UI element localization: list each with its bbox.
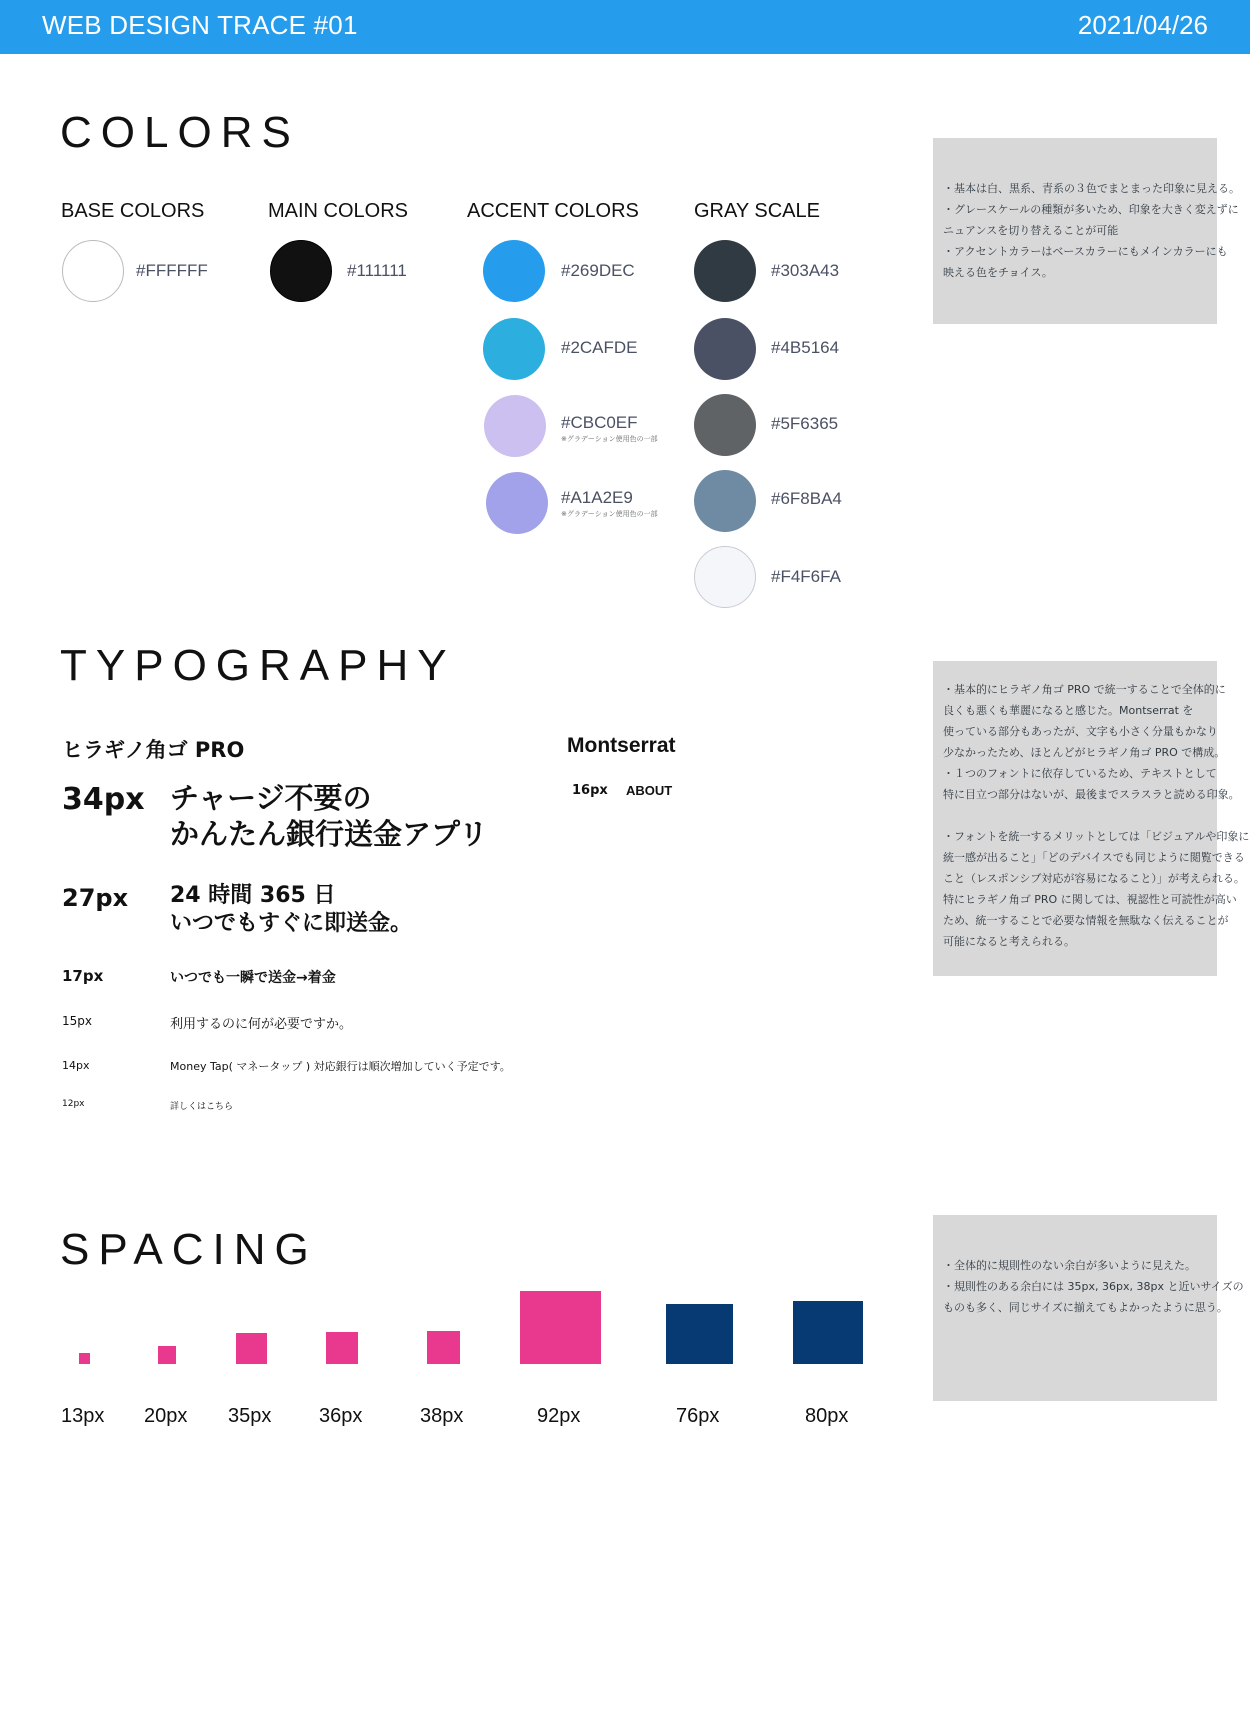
sample-34-line-2: かんたん銀行送金アプリ: [170, 817, 488, 851]
typography-heading: TYPOGRAPHY: [60, 641, 456, 690]
sample-12: 詳しくはこちら: [170, 1102, 234, 1112]
spacing-heading: SPACING: [60, 1225, 318, 1274]
color-swatch-accent-4: [486, 472, 548, 534]
hex-label-accent-2: #2CAFDE: [561, 338, 638, 357]
accent-colors-label: ACCENT COLORS: [467, 200, 639, 222]
note-line: 映える色をチョイス。: [943, 266, 1053, 279]
colors-note-box: [933, 138, 1240, 324]
font-name-montserrat: Montserrat: [567, 734, 676, 757]
spacing-label-36px: 36px: [319, 1405, 363, 1427]
spacing-label-92px: 92px: [537, 1405, 581, 1427]
hex-note-accent-3: ※グラデーション使用色の一部: [561, 435, 658, 443]
color-swatch-gray-3: [694, 394, 756, 456]
color-swatch-gray-2: [694, 318, 756, 380]
note-line: ・アクセントカラーはベースカラーにもメインカラーにも: [943, 245, 1228, 258]
note-line: ・全体的に規則性のない余白が多いように見えた。: [943, 1259, 1196, 1272]
sample-34: [170, 780, 488, 852]
spacing-label-20px: 20px: [144, 1405, 188, 1427]
sample-34-line-1: チャージ不要の: [170, 781, 372, 815]
spacing-box-13px: [79, 1353, 90, 1364]
main-colors-label: MAIN COLORS: [268, 200, 409, 222]
note-line: ・基本は白、黒系、青系の３色でまとまった印象に見える。: [943, 182, 1240, 195]
note-line: 特にヒラギノ角ゴ PRO に関しては、視認性と可読性が高い: [943, 893, 1237, 906]
note-line: ・基本的にヒラギノ角ゴ PRO で統一することで全体的に: [943, 683, 1226, 696]
note-line: こと（レスポンシブ対応が容易になること）」が考えられる。: [943, 872, 1245, 885]
color-swatch-gray-4: [694, 470, 756, 532]
spacing-label-38px: 38px: [420, 1405, 464, 1427]
base-colors-label: BASE COLORS: [61, 200, 205, 222]
hex-label-main: #111111: [347, 261, 407, 280]
color-swatch-base: [62, 240, 124, 302]
size-label-montserrat-16: 16px: [572, 783, 608, 798]
note-line: ・１つのフォントに依存しているため、テキストとして: [943, 767, 1217, 780]
sample-15: 利用するのに何が必要ですか。: [170, 1017, 353, 1032]
page-date: 2021/04/26: [1077, 10, 1208, 40]
colors-heading: COLORS: [60, 108, 300, 157]
color-swatch-accent-3: [484, 395, 546, 457]
sample-27: [170, 882, 412, 938]
sample-27-line-1: 24 時間 365 日: [170, 883, 336, 908]
note-line: ・グレースケールの種類が多いため、印象を大きく変えずに: [943, 203, 1239, 216]
note-line: ・規則性のある余白には 35px, 36px, 38px と近いサイズの: [943, 1280, 1244, 1293]
hex-label-gray-3: #5F6365: [771, 414, 839, 433]
note-line: [943, 805, 1207, 826]
font-name-hiragino: ヒラギノ角ゴ PRO: [62, 738, 245, 762]
note-line: 統一感が出ること」「どのデバイスでも同じように閲覧できる: [943, 851, 1245, 864]
size-label-17: 17px: [62, 967, 104, 985]
page-title: WEB DESIGN TRACE #01: [42, 10, 358, 40]
sample-27-line-2: いつでもすぐに即送金。: [170, 911, 413, 936]
spacing-box-92px: [520, 1291, 601, 1364]
hex-label-gray-5: #F4F6FA: [771, 567, 841, 586]
note-line: 少なかったため、ほとんどがヒラギノ角ゴ PRO で構成。: [943, 746, 1226, 759]
note-line: ものも多く、同じサイズに揃えてもよかったように思う。: [943, 1301, 1228, 1314]
note-line: ニュアンスを切り替えることが可能: [943, 224, 1119, 237]
spacing-label-13px: 13px: [61, 1405, 105, 1427]
spacing-box-35px: [236, 1333, 267, 1364]
spacing-box-80px: [793, 1301, 863, 1364]
size-label-15: 15px: [62, 1014, 92, 1028]
note-line: 特に目立つ部分はないが、最後までスラスラと読める印象。: [943, 788, 1240, 801]
size-label-12: 12px: [62, 1099, 85, 1109]
note-line: ・フォントを統一するメリットとしては「ビジュアルや印象に: [943, 830, 1250, 843]
hex-label-accent-1: #269DEC: [561, 261, 635, 280]
gray-scale-label: GRAY SCALE: [694, 200, 820, 222]
sample-14: Money Tap( マネータップ ) 対応銀行は順次増加していく予定です。: [170, 1060, 511, 1073]
color-swatch-gray-1: [694, 240, 756, 302]
hex-label-gray-2: #4B5164: [771, 338, 840, 357]
color-swatch-gray-5: [694, 546, 756, 608]
spacing-box-36px: [326, 1332, 358, 1364]
sample-montserrat-about: ABOUT: [626, 783, 673, 798]
spacing-box-38px: [427, 1331, 460, 1364]
color-swatch-accent-1: [483, 240, 545, 302]
header-bar: [0, 0, 1250, 54]
hex-label-gray-1: #303A43: [771, 261, 840, 280]
spacing-box-20px: [158, 1346, 176, 1364]
hex-label-gray-4: #6F8BA4: [771, 489, 842, 508]
spacing-label-76px: 76px: [676, 1405, 720, 1427]
color-swatch-accent-2: [483, 318, 545, 380]
note-line: 使っている部分もあったが、文字も小さく分量もかなり: [943, 725, 1218, 738]
hex-label-accent-4: #A1A2E9: [561, 488, 633, 507]
size-label-34: 34px: [62, 782, 145, 817]
typography-note-box: [933, 661, 1250, 976]
sample-17: いつでも一瞬で送金→着金: [170, 970, 336, 986]
spacing-note-box: [933, 1215, 1244, 1401]
note-line: 良くも悪くも華麗になると感じた。Montserrat を: [943, 704, 1194, 717]
size-label-14: 14px: [62, 1059, 90, 1072]
color-swatch-main: [270, 240, 332, 302]
spacing-box-76px: [666, 1304, 733, 1364]
spacing-label-35px: 35px: [228, 1405, 272, 1427]
size-label-27: 27px: [62, 884, 129, 912]
hex-note-accent-4: ※グラデーション使用色の一部: [561, 510, 658, 518]
note-line: ため、統一することで必要な情報を無駄なく伝えることが: [943, 914, 1229, 927]
note-line: 可能になると考えられる。: [943, 935, 1075, 948]
spacing-label-80px: 80px: [805, 1405, 849, 1427]
hex-label-base: #FFFFFF: [136, 261, 208, 280]
hex-label-accent-3: #CBC0EF: [561, 413, 638, 432]
